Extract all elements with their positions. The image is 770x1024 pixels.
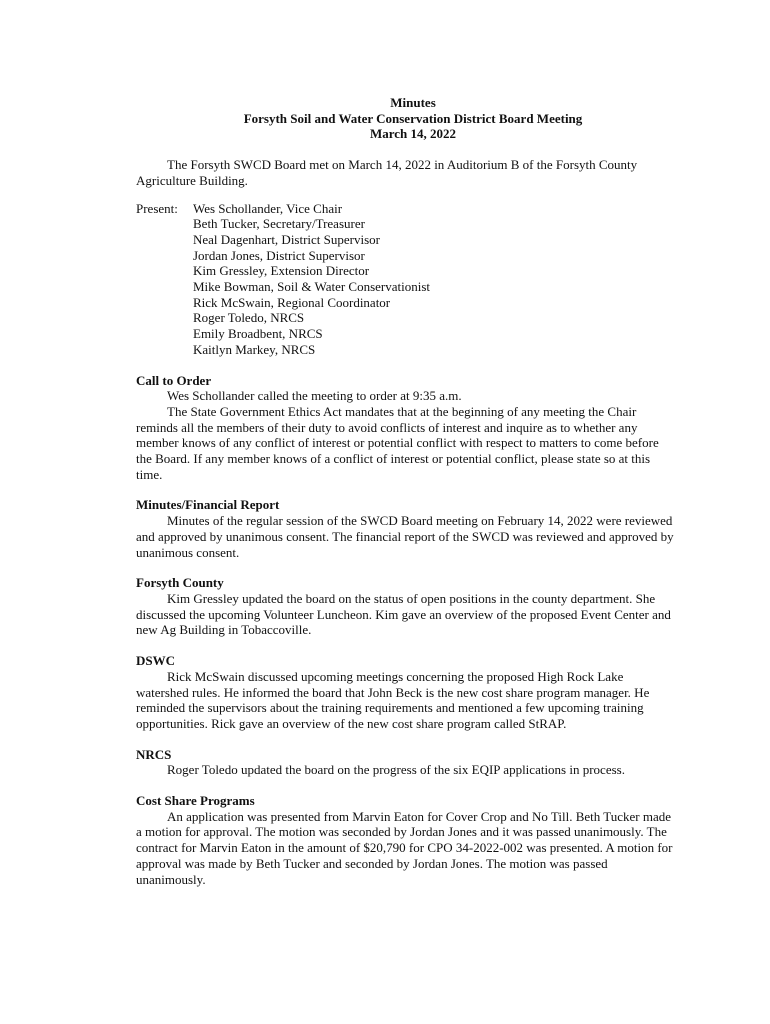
section-forsyth-county: [136, 575, 674, 638]
section-heading: Minutes/Financial Report: [136, 497, 280, 513]
attendee: Beth Tucker, Secretary/Treasurer: [193, 216, 365, 232]
attendee: Wes Schollander, Vice Chair: [193, 200, 343, 216]
section-call-to-order: [136, 373, 674, 483]
section-heading: Call to Order: [136, 372, 212, 388]
present-label: Present:: [136, 200, 178, 216]
section-heading: Forsyth County: [136, 575, 224, 591]
attendee: Rick McSwain, Regional Coordinator: [193, 294, 391, 310]
section-minutes-financial: [136, 497, 674, 560]
section-paragraph: Kim Gressley updated the board on the status of open positions in the county department. She discussed the upcoming Volunteer Luncheon. Kim gave an overview of the proposed Event Center and new Ag Building in Tobaccoville.: [136, 590, 671, 638]
title-date: March 14, 2022: [369, 126, 457, 142]
intro-paragraph: The Forsyth SWCD Board met on March 14, 2022 in Auditorium B of the Forsyth County Agriculture Building.: [136, 157, 638, 188]
section-heading: DSWC: [136, 653, 176, 669]
document-title: [136, 95, 674, 142]
section-dswc: [136, 653, 674, 732]
attendee: Roger Toledo, NRCS: [193, 310, 305, 326]
title-minutes: Minutes: [390, 95, 436, 110]
attendee: Neal Dagenhart, District Supervisor: [193, 231, 381, 247]
attendance-block: [136, 201, 674, 358]
section-paragraph: Rick McSwain discussed upcoming meetings concerning the proposed High Rock Lake watershed rules. He informed the board that John Beck is the new cost share program manager. He reminded the supervisors about the training requirements and mentioned a few upcoming training opportunities. Rick gave an overview of the new cost share program called StRAP.: [136, 668, 650, 731]
section-heading: NRCS: [136, 746, 172, 762]
section-cost-share: [136, 793, 674, 887]
attendee: Kaitlyn Markey, NRCS: [193, 341, 316, 357]
section-heading: Cost Share Programs: [136, 793, 255, 809]
attendee: Jordan Jones, District Supervisor: [193, 247, 365, 263]
title-meeting-name: Forsyth Soil and Water Conservation District Board Meeting: [243, 110, 583, 126]
document-content: [136, 95, 674, 887]
attendee: Kim Gressley, Extension Director: [193, 263, 370, 279]
attendee-list: [193, 201, 430, 358]
section-paragraph: The State Government Ethics Act mandates that at the beginning of any meeting the Chair reminds all the members of their duty to avoid conflicts of interest and inquire as to whether any member knows of any conflict of interest or potential conflict with respect to matters to come before the Board. If any member knows of a conflict of interest or potential conflict, please state so at this time.: [136, 403, 659, 482]
section-paragraph: An application was presented from Marvin Eaton for Cover Crop and No Till. Beth Tucker made a motion for approval. The motion was seconded by Jordan Jones and it was passed unanimously. The contract for Marvin Eaton in the amount of $20,790 for CPO 34-2022-002 was presented. A motion for approval was made by Beth Tucker and seconded by Jordan Jones. The motion was passed unanimously.: [136, 808, 673, 887]
section-paragraph: Wes Schollander called the meeting to order at 9:35 a.m.: [167, 388, 462, 404]
attendee: Emily Broadbent, NRCS: [193, 326, 323, 342]
section-nrcs: [136, 747, 674, 778]
section-paragraph: Roger Toledo updated the board on the progress of the six EQIP applications in process.: [167, 762, 625, 778]
attendee: Mike Bowman, Soil & Water Conservationist: [193, 279, 431, 295]
section-paragraph: Minutes of the regular session of the SWCD Board meeting on February 14, 2022 were reviewed and approved by unanimous consent. The financial report of the SWCD was reviewed and approved by unanimous consent.: [136, 513, 674, 560]
